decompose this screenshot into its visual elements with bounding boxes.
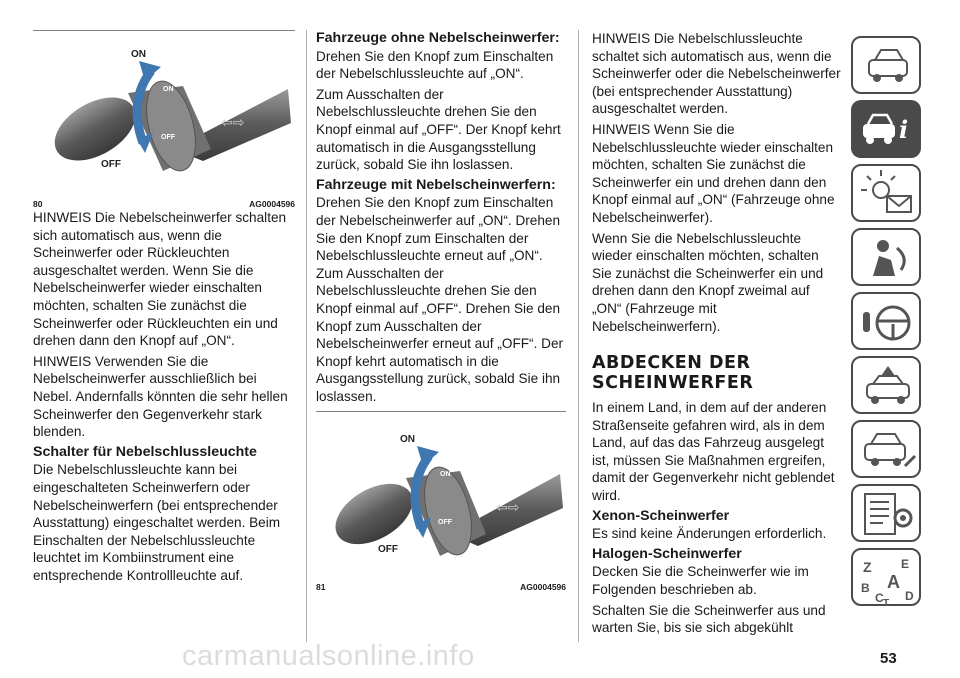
index-icon [853,550,923,608]
car-overview-icon [853,38,923,96]
switch-on-mark: ON [163,86,174,93]
paragraph: HINWEIS Die Nebelscheinwerfer schalten sich automatisch aus, wenn die Scheinwerfer oder Rückleuchten ausgeschaltet werden. Wenn Sie die Nebelscheinwerfer wieder einschalten möchten, schalten Sie zunächst die Scheinwerfer oder Rückleuchten ein und drehen dann den Knopf auf „ON“. [33,210,287,349]
section-heading: ABDECKEN DER SCHEINWERFER [592,353,754,394]
technical-data-icon [853,486,923,544]
index-letter: B [861,581,870,595]
tab-car-overview[interactable] [851,36,921,94]
steering-wheel-icon [853,294,923,352]
page-number: 53 [880,650,897,667]
paragraph: Decken Sie die Scheinwerfer wie im Folgenden beschrieben ab. [592,564,809,598]
paragraph: Wenn Sie die Nebelschlussleuchte wieder einschalten möchten, schalten Sie zunächst die Scheinwerfer ein und drehen dann den Knopf zweimal auf „ON“ (Fahrzeuge mit Nebelscheinwerfern). [592,230,824,334]
tab-warning-lights[interactable] [851,164,921,222]
label-off: OFF [101,159,121,170]
paragraph: Drehen Sie den Knopf zum Einschalten der Nebelschlussleuchte auf „ON“. [316,48,554,82]
heading: Fahrzeuge mit Nebelscheinwerfern: [316,176,556,193]
paragraph: Zum Ausschalten der Nebelschlussleuchte drehen Sie den Knopf einmal auf „OFF“. Der Knopf kehrt automatisch in die Ausgangsstellung zurück, sobald Sie ihn loslassen. [316,86,561,173]
paragraph: Schalten Sie die Scheinwerfer aus und warten Sie, bis sie sich abgekühlt [592,602,826,636]
index-letter: E [901,557,910,571]
tab-emergency[interactable] [851,356,921,414]
tab-technical-data[interactable] [851,484,921,542]
svg-text:i: i [899,115,909,144]
tab-car-info[interactable] [851,100,921,158]
warning-lights-icon [853,166,923,224]
switch-off-mark: OFF [438,519,452,527]
tab-safety-airbag[interactable] [851,228,921,286]
label-off: OFF [378,544,398,556]
paragraph: In einem Land, in dem auf der anderen Straßenseite gefahren wird, als in dem Land, auf das das Fahrzeug ausgelegt ist, müssen Sie Maßnahmen ergreifen, damit der Gegenverkehr nicht geblendet wird. [592,400,835,504]
car-info-icon [851,100,921,158]
paragraph: HINWEIS Wenn Sie die Nebelschlussleuchte wieder einschalten möchten, schalten Sie zunächst die Scheinwerfer ein und drehen dann den Knopf einmal auf „ON“ (Fahrzeuge ohne Nebelscheinwerfer). [592,121,835,225]
svg-text:⇦⇨: ⇦⇨ [496,500,520,517]
label-on: ON [131,49,146,60]
tab-index[interactable] [851,548,921,606]
index-letter: C [875,591,884,605]
figure-81 [316,411,566,592]
index-letter: Z [863,559,872,575]
paragraph: Drehen Sie den Knopf zum Einschalten der Nebelscheinwerfer auf „ON“. Drehen Sie den Knopf zum Einschalten der Nebelschlussleuchte erneut auf „ON“. Zum Ausschalten der Nebelschlussleuchte drehen Sie den Knopf einmal auf „OFF“. Drehen Sie den Knopf zum Ausschalten der Nebelscheinwerfer erneut auf „OFF“. Der Knopf kehrt automatisch in die Ausgangsstellung zurück, sobald Sie ihn loslassen. [316,195,564,404]
index-letter: T [883,598,890,608]
figure-number: 81 [316,582,326,593]
figure-code: AG0004596 [249,199,295,209]
svg-text:⇦⇨: ⇦⇨ [221,115,245,131]
column-divider [306,30,307,642]
switch-on-mark: ON [440,471,451,479]
light-switch-illustration [316,412,566,580]
tab-maintenance[interactable] [851,420,921,478]
paragraph: Es sind keine Änderungen erforderlich. [592,526,827,542]
index-letter: D [905,589,914,603]
watermark: carmanualsonline.info [182,640,475,672]
figure-code: AG0004596 [520,582,566,593]
heading: Fahrzeuge ohne Nebelscheinwerfer: [316,30,560,46]
heading: Schalter für Nebelschlussleuchte [33,443,257,460]
column-divider [578,30,579,642]
light-switch-illustration [33,31,295,197]
column-middle [316,30,566,592]
maintenance-icon [853,422,923,480]
emergency-car-icon [853,358,923,416]
figure-number: 80 [33,199,43,209]
index-letter: A [887,572,900,592]
paragraph: HINWEIS Die Nebelschlussleuchte schaltet sich automatisch aus, wenn die Scheinwerfer oder die Nebelscheinwerfer (bei entsprechender Ausstattung) ausgeschaltet werden. [592,31,841,117]
column-left [33,30,295,587]
paragraph: Die Nebelschlussleuchte kann bei eingeschalteten Scheinwerfern oder Nebelscheinwerfern (bei entsprechender Ausstattung) eingeschaltet werden. Beim Einschalten der Nebelschlussleuchte leuchtet im Kombiinstrument eine entsprechende Kontrollleuchte auf. [33,462,281,583]
heading: Xenon-Scheinwerfer [592,507,730,524]
tab-starting-driving[interactable] [851,292,921,350]
safety-airbag-icon [853,230,923,288]
label-on: ON [400,434,415,446]
heading: Halogen-Scheinwerfer [592,545,742,562]
figure-caption [316,582,566,592]
paragraph: HINWEIS Verwenden Sie die Nebelscheinwerfer ausschließlich bei Nebel. Andernfalls könnten die sehr hellen Scheinwerfer den Gegenverkehr stark blenden. [33,353,288,440]
switch-off-mark: OFF [161,134,175,141]
figure-caption [33,199,295,209]
figure-80 [33,30,295,209]
column-right [592,30,842,640]
